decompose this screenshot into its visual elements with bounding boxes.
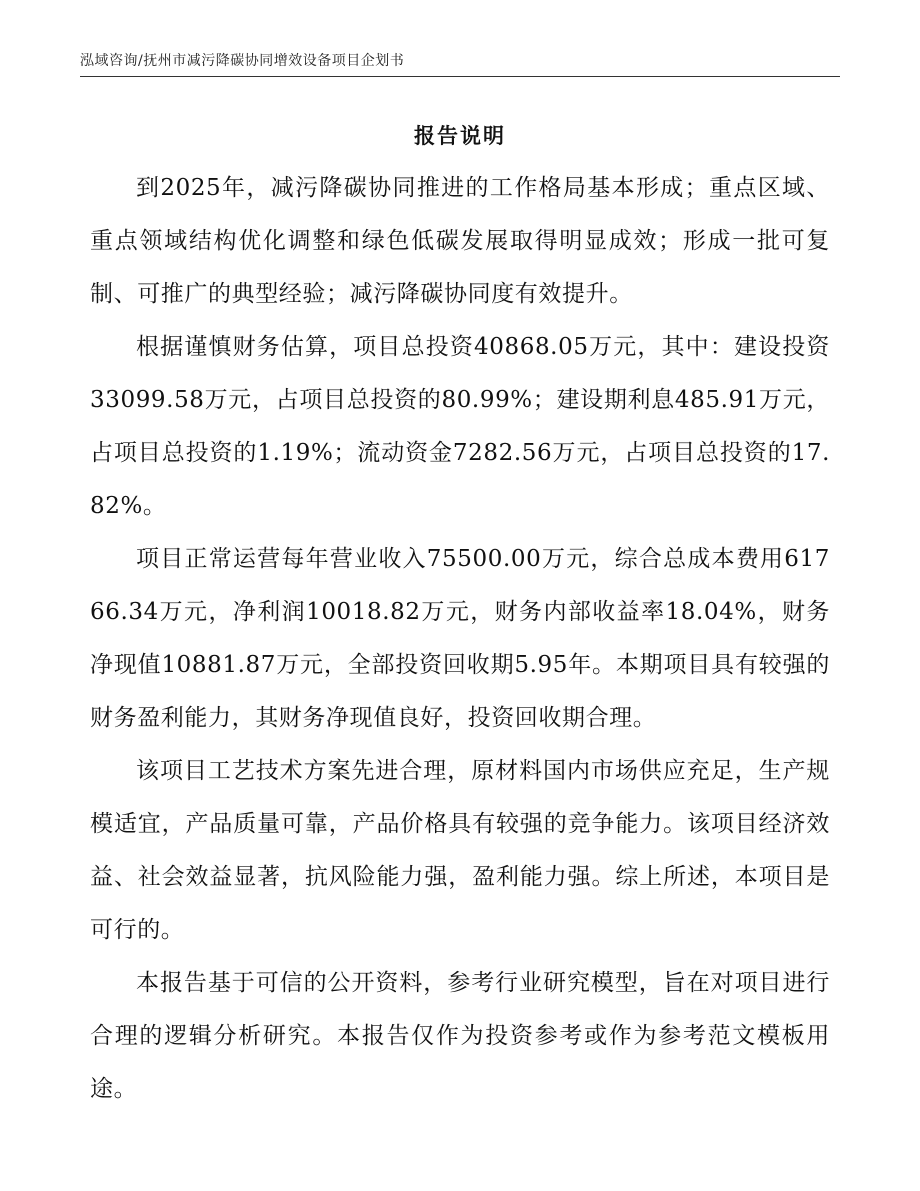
document-body	[90, 162, 830, 1116]
paragraph-5: 本报告基于可信的公开资料，参考行业研究模型，旨在对项目进行合理的逻辑分析研究。本报告仅作为投资参考或作为参考范文模板用途。	[90, 970, 830, 1102]
paragraph-3: 项目正常运营每年营业收入75500.00万元，综合总成本费用61766.34万元，净利润10018.82万元，财务内部收益率18.04%，财务净现值10881.87万元，全部投资回收期5.95年。本期项目具有较强的财务盈利能力，其财务净现值良好，投资回收期合理。	[90, 546, 830, 731]
header-divider	[80, 76, 840, 77]
running-header: 泓域咨询/抚州市减污降碳协同增效设备项目企划书	[80, 53, 405, 69]
paragraph-2: 根据谨慎财务估算，项目总投资40868.05万元，其中：建设投资33099.58万元，占项目总投资的80.99%；建设期利息485.91万元，占项目总投资的1.19%；流动资金7282.56万元，占项目总投资的17.82%。	[90, 334, 830, 519]
paragraph-4: 该项目工艺技术方案先进合理，原材料国内市场供应充足，生产规模适宜，产品质量可靠，产品价格具有较强的竞争能力。该项目经济效益、社会效益显著，抗风险能力强，盈利能力强。综上所述，本项目是可行的。	[90, 758, 830, 943]
page-title: 报告说明	[414, 123, 506, 148]
paragraph-1: 到2025年，减污降碳协同推进的工作格局基本形成；重点区域、重点领域结构优化调整和绿色低碳发展取得明显成效；形成一批可复制、可推广的典型经验；减污降碳协同度有效提升。	[90, 175, 830, 307]
